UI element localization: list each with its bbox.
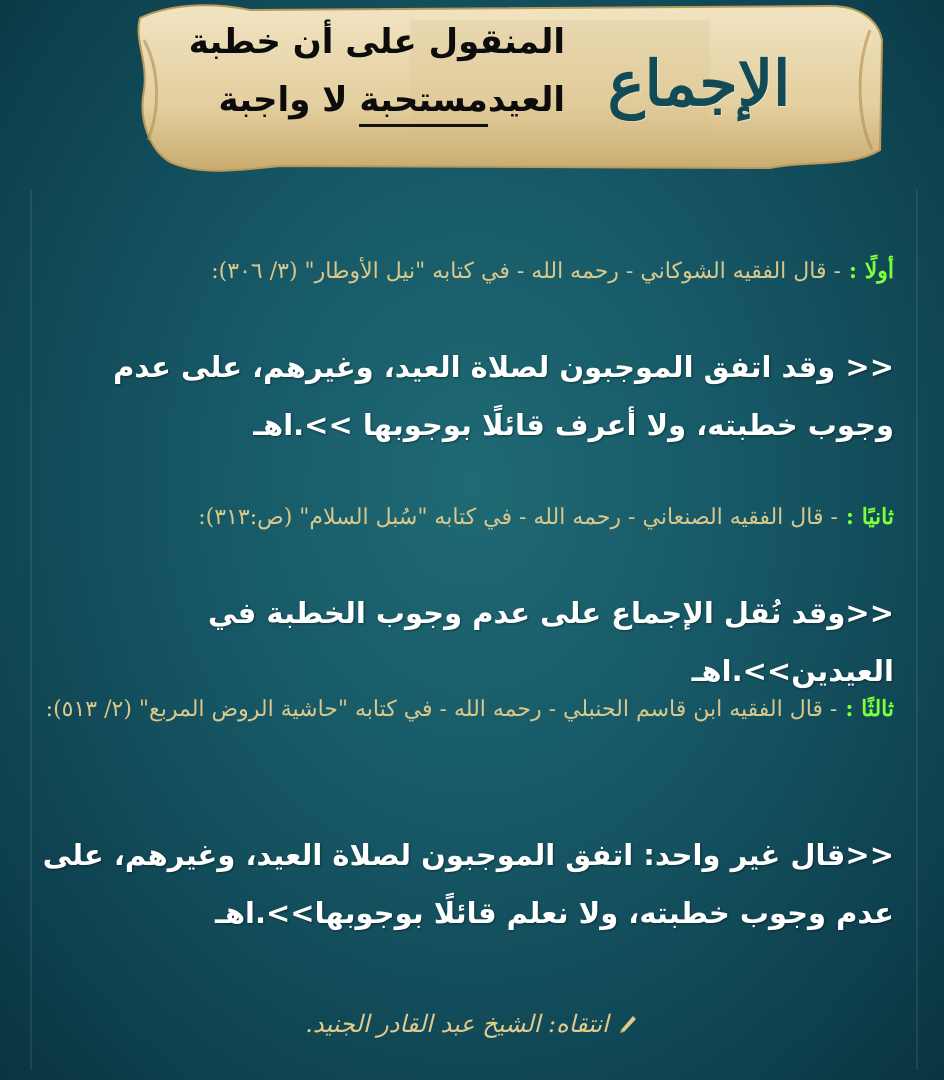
- section-1-quote: << وقد اتفق الموجبون لصلاة العيد، وغيرهم، على عدم وجوب خطبته، ولا أعرف قائلًا بوجوبها >>.اهـ: [113, 350, 894, 442]
- pen-icon: [617, 1012, 639, 1040]
- section-1-number: أولًا :: [848, 258, 894, 284]
- section-3-citation: - قال الفقيه ابن قاسم الحنبلي - رحمه الله - في كتابه "حاشية الروض المربع" (٢/ ٥١٣):: [45, 697, 838, 722]
- banner-line-1: المنقول على أن خطبة: [188, 22, 565, 62]
- section-3-number: ثالثًا :: [845, 696, 894, 722]
- section-1-citation: - قال الفقيه الشوكاني - رحمه الله - في كتابه "نيل الأوطار" (٣/ ٣٠٦):: [211, 259, 841, 284]
- banner-line-2a: العيد: [487, 80, 565, 120]
- footer-text: انتقاه: الشيخ عبد القادر الجنيد.: [305, 1010, 609, 1038]
- banner-title: الإجماع: [607, 46, 791, 120]
- section-2-heading: [40, 494, 894, 541]
- section-2-quote: <<وقد نُقل الإجماع على عدم وجوب الخطبة في العيدين>>.اهـ: [207, 596, 894, 688]
- section-3-quote: <<قال غير واحد: اتفق الموجبون لصلاة العيد، وغيرهم، على عدم وجوب خطبته، ولا نعلم قائلًا بوجوبها>>.اهـ: [42, 838, 894, 930]
- banner-line-2: [219, 80, 565, 120]
- parchment-banner: [130, 0, 890, 175]
- section-2-citation: - قال الفقيه الصنعاني - رحمه الله - في كتابه "سُبل السلام" (ص:٣١٣):: [198, 505, 838, 530]
- banner-line-2b: مستحبة: [359, 80, 488, 127]
- section-3-heading: [40, 686, 894, 733]
- banner-line-2c: لا واجبة: [218, 80, 348, 120]
- section-2-number: ثانيًا :: [845, 504, 894, 530]
- section-1-heading: [40, 248, 894, 295]
- footer-credit: [0, 1010, 944, 1040]
